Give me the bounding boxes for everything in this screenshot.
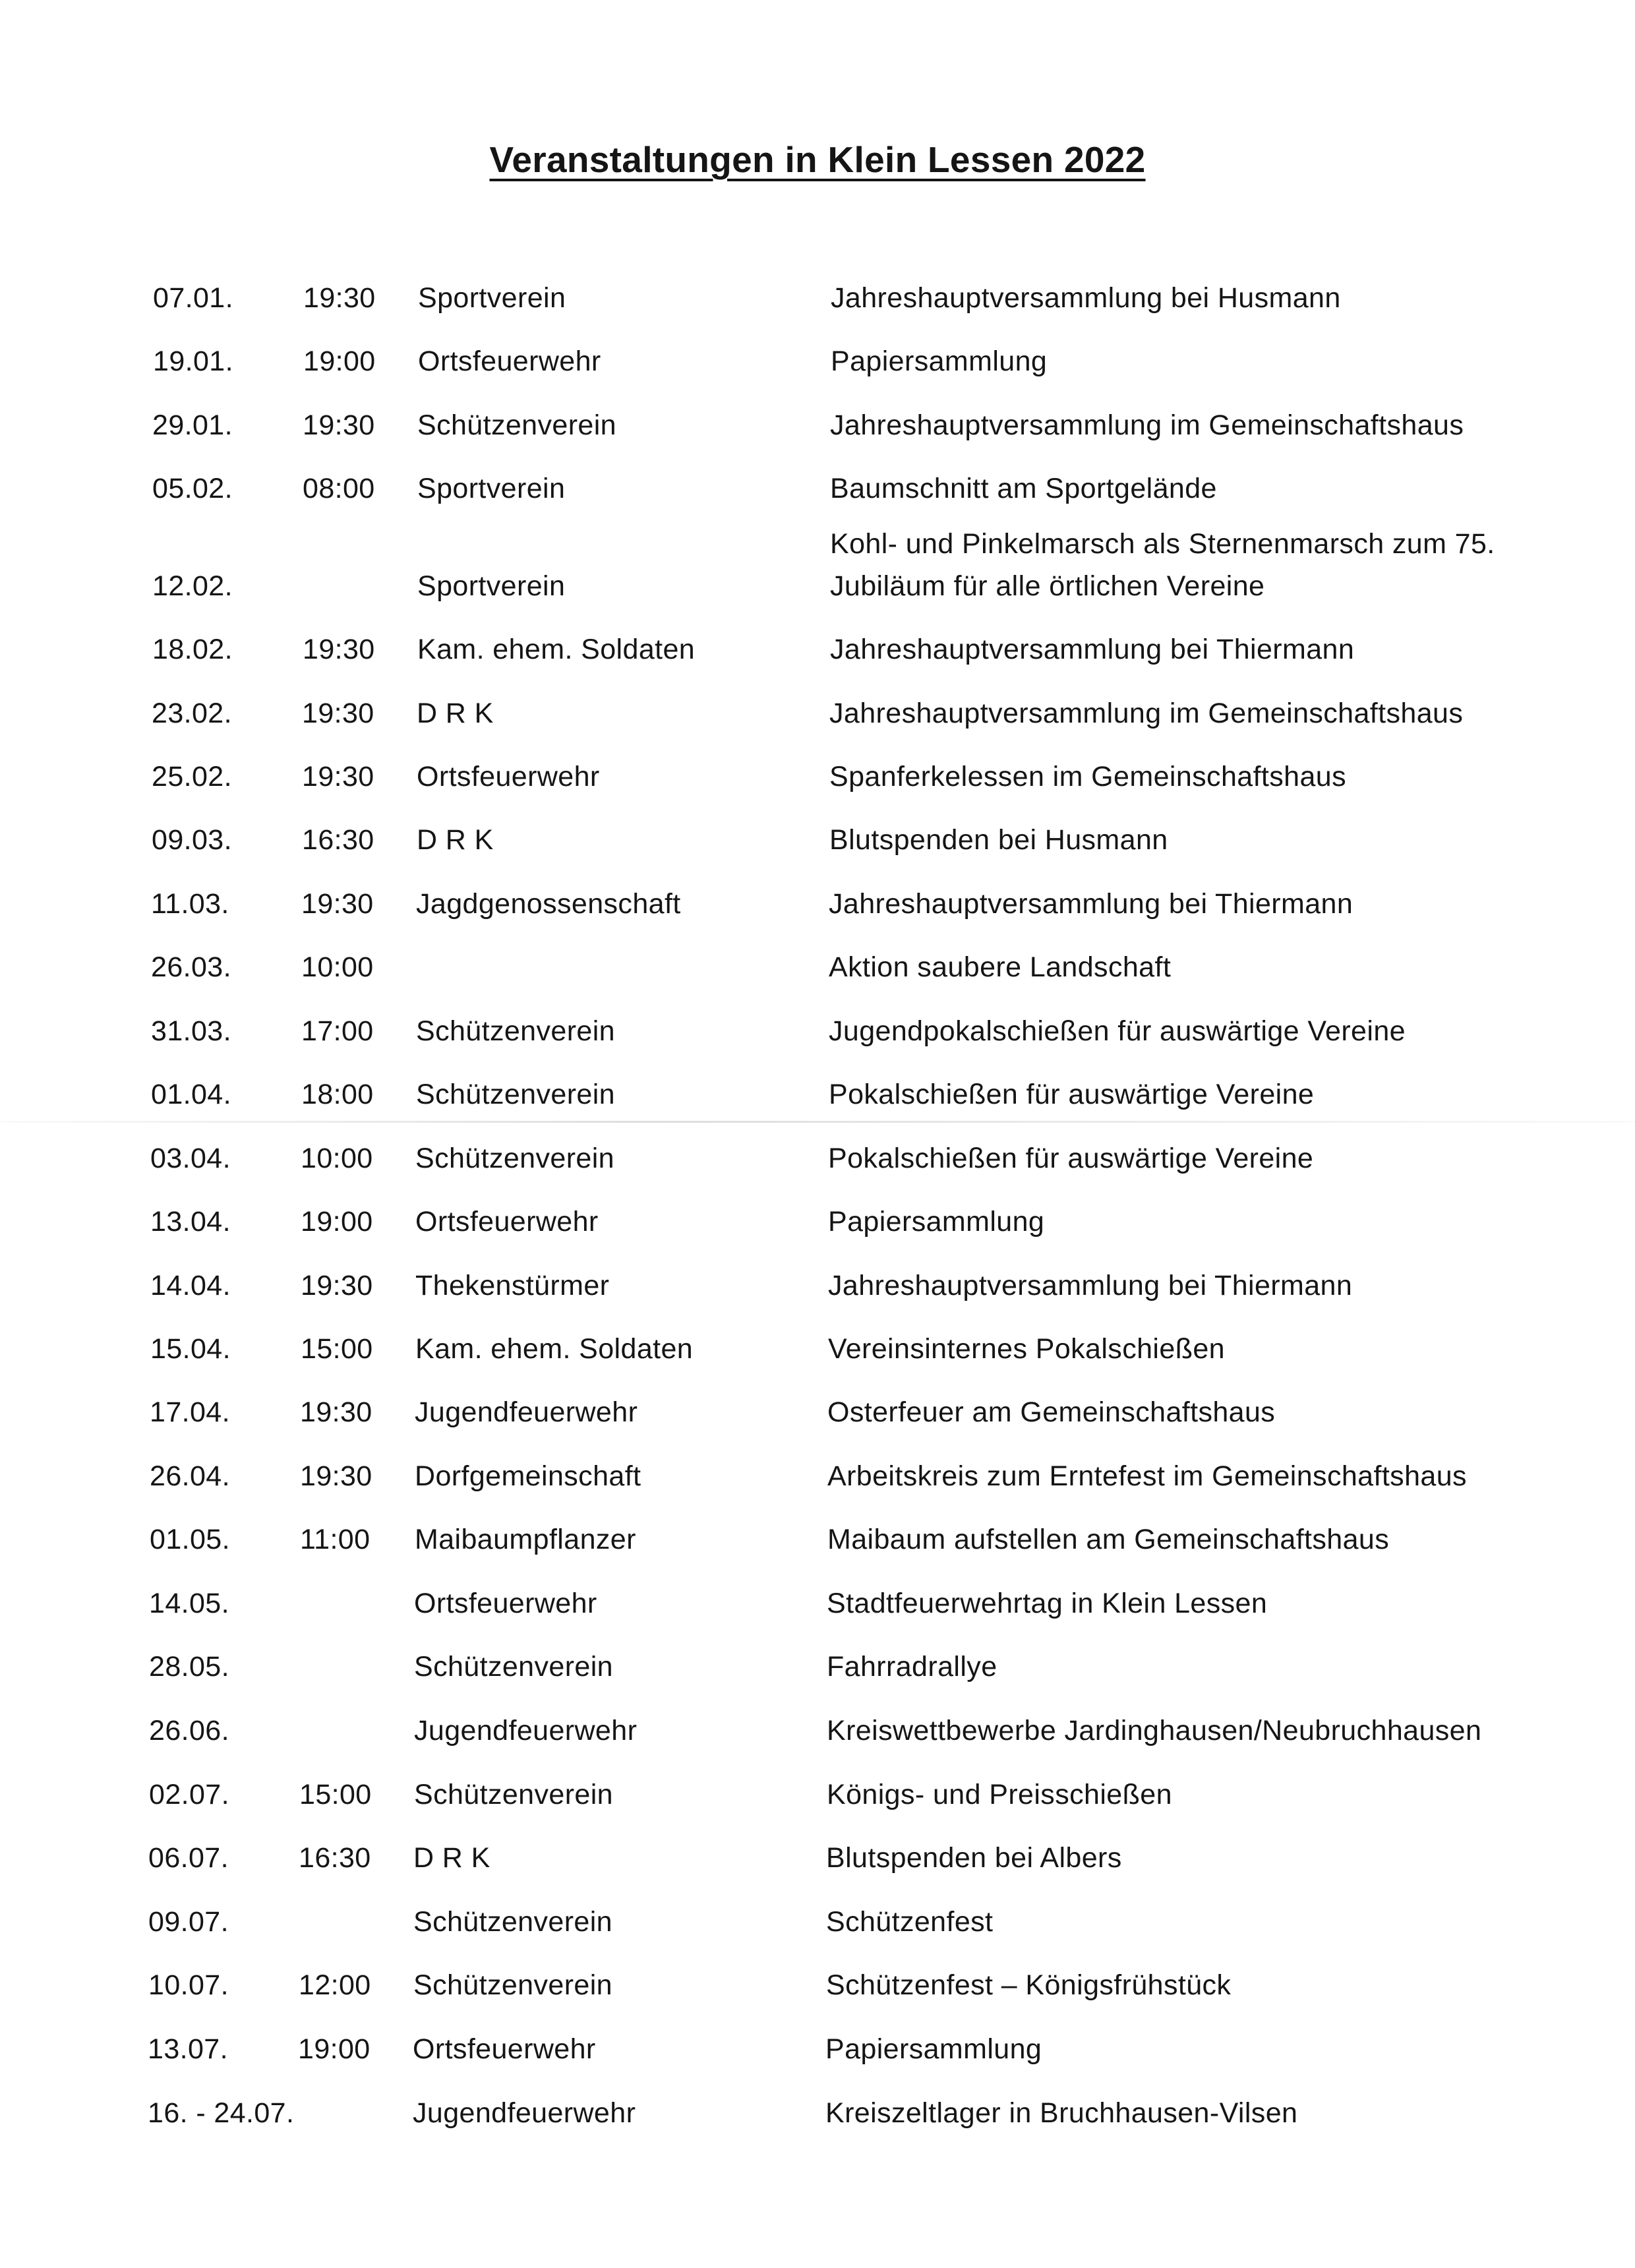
event-description: Kreiszeltlager in Bruchhausen-Vilsen [825, 2097, 1298, 2129]
event-time: 19:30 [303, 634, 375, 665]
table-row [0, 634, 1634, 697]
table-row [0, 1143, 1632, 1206]
event-time: 19:30 [303, 282, 376, 314]
event-club: Kam. ehem. Soldaten [415, 1333, 694, 1365]
event-time: 19:30 [301, 888, 374, 920]
event-time: 19:30 [302, 698, 374, 729]
event-date: 11.03. [151, 888, 229, 920]
event-description: Stadtfeuerwehrtag in Klein Lessen [827, 1588, 1268, 1619]
event-time: 18:00 [301, 1079, 374, 1110]
event-time: 19:30 [300, 1396, 372, 1428]
event-description: Blutspenden bei Husmann [829, 824, 1168, 856]
event-date: 03.04. [150, 1143, 231, 1174]
table-row [0, 1588, 1631, 1651]
event-description: Kohl- und Pinkelmarsch als Sternenmarsch zum 75. [830, 528, 1495, 560]
event-date: 19.01. [153, 345, 233, 377]
event-date: 26.04. [150, 1460, 230, 1492]
event-time: 17:00 [301, 1015, 374, 1047]
table-row [0, 761, 1634, 824]
table-row [0, 1969, 1630, 2033]
event-club: Jugendfeuerwehr [414, 1715, 638, 1746]
table-row [0, 528, 1634, 634]
event-description: Königs- und Preisschießen [827, 1779, 1172, 1810]
event-date: 09.07. [148, 1906, 229, 1938]
document-title: Veranstaltungen in Klein Lessen 2022 [489, 139, 1146, 180]
event-description: Schützenfest – Königsfrühstück [826, 1969, 1232, 2001]
table-row [0, 1524, 1632, 1587]
event-description: Pokalschießen für auswärtige Vereine [828, 1143, 1314, 1174]
event-time: 08:00 [303, 473, 375, 504]
event-club: Schützenverein [415, 1143, 615, 1174]
event-description: Jugendpokalschießen für auswärtige Vereine [829, 1015, 1406, 1047]
event-date: 26.06. [149, 1715, 229, 1746]
event-club: D R K [417, 698, 494, 729]
event-time: 15:00 [299, 1779, 372, 1810]
table-row [0, 888, 1633, 951]
event-description-line2: Jubiläum für alle örtlichen Vereine [830, 570, 1265, 602]
event-description: Pokalschießen für auswärtige Vereine [829, 1079, 1315, 1110]
event-club: Schützenverein [417, 409, 617, 441]
event-date: 05.02. [152, 473, 233, 504]
event-date: 26.03. [151, 951, 231, 983]
event-description: Kreiswettbewerbe Jardinghausen/Neubruchhausen [827, 1715, 1482, 1746]
event-club: Kam. ehem. Soldaten [417, 634, 696, 665]
table-row [0, 1015, 1633, 1079]
event-club: Dorfgemeinschaft [415, 1460, 641, 1492]
event-time: 12:00 [299, 1969, 371, 2001]
event-description: Jahreshauptversammlung im Gemeinschaftshaus [830, 409, 1464, 441]
table-row [0, 1906, 1630, 1969]
event-club: Schützenverein [413, 1969, 613, 2001]
event-date: 09.03. [152, 824, 232, 856]
event-time: 16:30 [299, 1842, 371, 1874]
event-club: D R K [413, 1842, 490, 1874]
event-description: Vereinsinternes Pokalschießen [828, 1333, 1225, 1365]
event-club: Sportverein [418, 282, 566, 314]
event-club: Ortsfeuerwehr [418, 345, 601, 377]
event-description: Jahreshauptversammlung im Gemeinschaftshaus [829, 698, 1464, 729]
event-date: 01.05. [150, 1524, 230, 1555]
event-time: 15:00 [301, 1333, 373, 1365]
event-description: Jahreshauptversammlung bei Thiermann [829, 888, 1353, 920]
table-row [0, 951, 1633, 1015]
table-row [0, 345, 1635, 409]
table-row [0, 1779, 1631, 1842]
event-date: 06.07. [148, 1842, 229, 1874]
event-description: Arbeitskreis zum Erntefest im Gemeinschaftshaus [827, 1460, 1467, 1492]
table-row [0, 2097, 1630, 2161]
event-date: 12.02. [152, 570, 233, 602]
event-club: Jugendfeuerwehr [415, 1396, 638, 1428]
event-time: 10:00 [301, 951, 374, 983]
event-date: 13.04. [150, 1206, 231, 1238]
event-description: Blutspenden bei Albers [826, 1842, 1122, 1874]
event-time: 11:00 [300, 1524, 371, 1555]
event-date: 28.05. [149, 1651, 229, 1683]
event-date: 02.07. [149, 1779, 229, 1810]
table-row [0, 1651, 1631, 1714]
event-date: 01.04. [151, 1079, 231, 1110]
event-date: 25.02. [152, 761, 232, 792]
event-date: 14.04. [150, 1270, 231, 1301]
event-description: Osterfeuer am Gemeinschaftshaus [827, 1396, 1276, 1428]
event-club: Schützenverein [414, 1779, 614, 1810]
event-date: 07.01. [153, 282, 233, 314]
table-row [0, 1396, 1632, 1460]
table-row [0, 409, 1634, 473]
event-time: 19:00 [301, 1206, 373, 1238]
event-club: Sportverein [417, 570, 566, 602]
event-description: Jahreshauptversammlung bei Thiermann [828, 1270, 1353, 1301]
event-description: Fahrradrallye [827, 1651, 997, 1683]
table-row [0, 1715, 1631, 1778]
event-date: 10.07. [148, 1969, 229, 2001]
event-description: Papiersammlung [825, 2033, 1042, 2065]
event-club: Sportverein [417, 473, 566, 504]
event-club: Schützenverein [413, 1906, 613, 1938]
event-date: 14.05. [149, 1588, 229, 1619]
table-row [0, 824, 1634, 887]
event-date: 16. - 24.07. [148, 2097, 295, 2129]
event-club: Schützenverein [416, 1079, 616, 1110]
event-club: Jagdgenossenschaft [416, 888, 681, 920]
event-description: Schützenfest [826, 1906, 994, 1938]
event-date: 13.07. [148, 2033, 228, 2065]
event-description: Spanferkelessen im Gemeinschaftshaus [829, 761, 1347, 792]
event-time: 19:00 [298, 2033, 371, 2065]
event-description: Maibaum aufstellen am Gemeinschaftshaus [827, 1524, 1390, 1555]
event-time: 10:00 [301, 1143, 373, 1174]
event-club: Ortsfeuerwehr [415, 1206, 599, 1238]
event-time: 19:30 [302, 761, 374, 792]
event-date: 23.02. [152, 698, 232, 729]
event-club: Schützenverein [416, 1015, 616, 1047]
table-row [0, 698, 1634, 761]
event-time: 19:30 [300, 1460, 372, 1492]
table-row [0, 473, 1634, 536]
event-description: Baumschnitt am Sportgelände [830, 473, 1217, 504]
event-date: 15.04. [150, 1333, 231, 1365]
event-club: D R K [417, 824, 494, 856]
event-club: Ortsfeuerwehr [413, 2033, 596, 2065]
event-date: 29.01. [152, 409, 233, 441]
event-description: Aktion saubere Landschaft [829, 951, 1172, 983]
table-row [0, 1079, 1633, 1142]
event-time: 19:30 [303, 409, 375, 441]
event-time: 19:30 [301, 1270, 373, 1301]
event-description: Jahreshauptversammlung bei Husmann [831, 282, 1341, 314]
event-time: 19:00 [303, 345, 376, 377]
event-date: 17.04. [150, 1396, 230, 1428]
event-date: 18.02. [152, 634, 233, 665]
event-time: 16:30 [302, 824, 374, 856]
event-club: Ortsfeuerwehr [414, 1588, 597, 1619]
event-date: 31.03. [151, 1015, 231, 1047]
event-description: Jahreshauptversammlung bei Thiermann [830, 634, 1355, 665]
table-row [0, 1842, 1630, 1905]
table-row [0, 1333, 1632, 1396]
table-row [0, 1460, 1632, 1524]
table-row [0, 1206, 1632, 1269]
table-row [0, 1270, 1632, 1333]
event-club: Maibaumpflanzer [415, 1524, 636, 1555]
event-club: Ortsfeuerwehr [417, 761, 600, 792]
event-description: Papiersammlung [828, 1206, 1045, 1238]
event-club: Thekenstürmer [415, 1270, 610, 1301]
event-club: Jugendfeuerwehr [413, 2097, 636, 2129]
event-description: Papiersammlung [831, 345, 1048, 377]
table-row [0, 2033, 1630, 2097]
table-row [0, 282, 1635, 345]
event-club: Schützenverein [414, 1651, 614, 1683]
